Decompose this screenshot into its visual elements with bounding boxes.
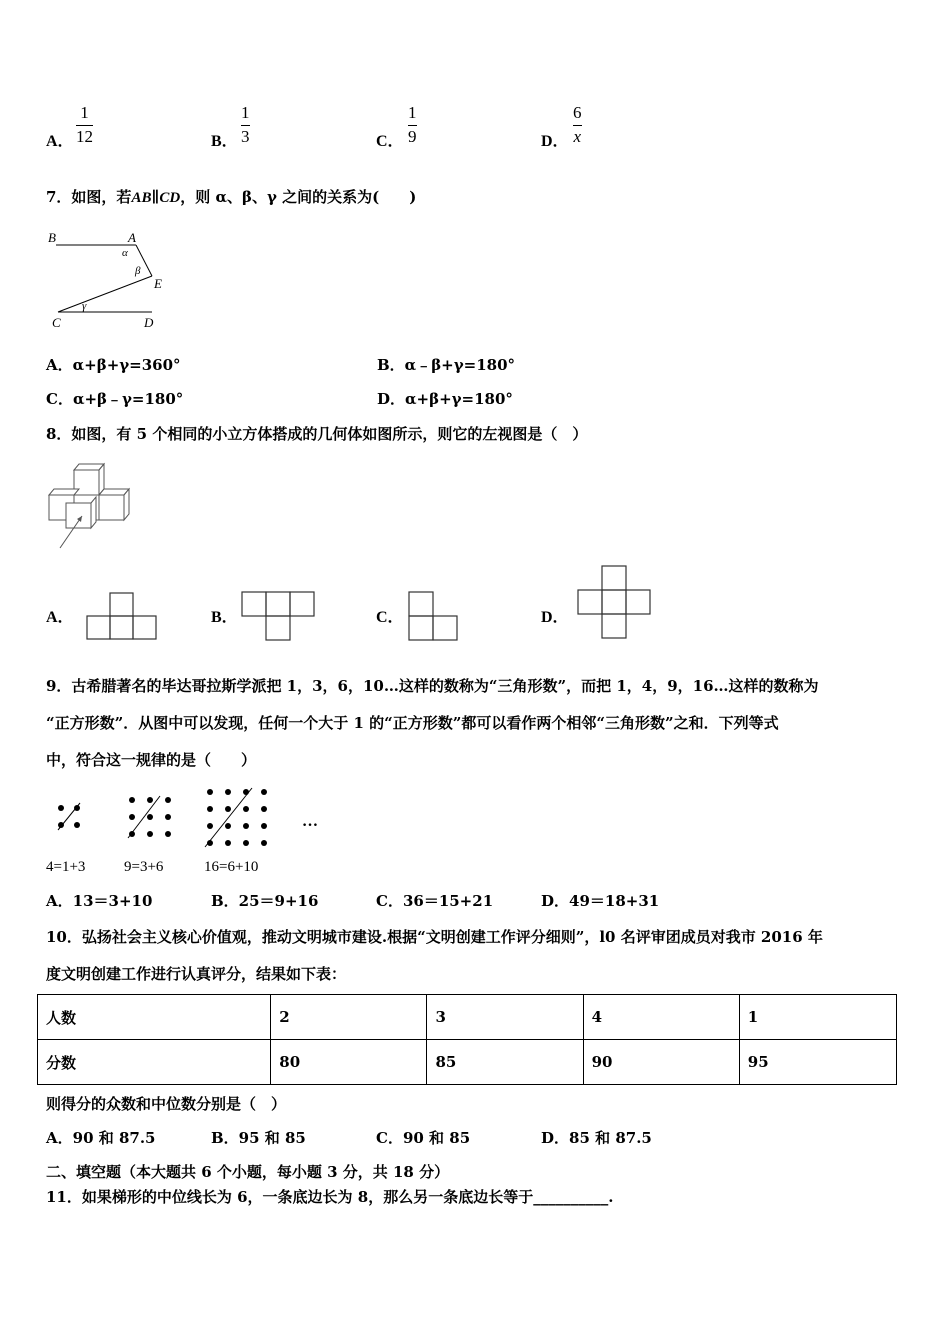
q8-option-d-letter[interactable]: D．: [541, 609, 569, 626]
q7-stem-parallel: ∥: [151, 188, 160, 206]
q8-option-d-view[interactable]: [577, 565, 653, 641]
option-letter: A．: [46, 133, 74, 150]
q9-option-b[interactable]: B．25＝9+16: [211, 892, 319, 910]
q7-option-c[interactable]: C．α+β﹣γ=180°: [46, 390, 184, 408]
label-c: C: [52, 315, 61, 330]
q9-stem-line2: “正方形数”．从图中可以发现，任何一个大于 1 的“正方形数”都可以看作两个相邻“三角形数”之和．下列等式: [46, 714, 779, 732]
fraction: [408, 104, 417, 146]
dots-2x2: [58, 803, 80, 830]
table-row: [38, 1040, 897, 1085]
table-row: [38, 995, 897, 1040]
q8-option-b-letter[interactable]: B．: [211, 609, 238, 626]
label-d: D: [144, 315, 154, 330]
q9-caption-3: 16=6+10: [204, 859, 259, 875]
q7-stem-post: ，则 α、β、γ 之间的关系为( ): [180, 188, 417, 206]
table-cell: 人数: [38, 995, 271, 1040]
q10-stem-line1: 10．弘扬社会主义核心价值观，推动文明城市建设.根据“文明创建工作评分细则”，l0 名评审团成员对我市 2016 年: [46, 928, 823, 946]
table-cell: 3: [427, 995, 583, 1040]
fraction: [573, 104, 582, 146]
dots-4x4: [205, 788, 267, 847]
label-a: A: [128, 230, 136, 245]
option-letter: B．: [211, 133, 238, 150]
q8-option-c-view[interactable]: [408, 591, 462, 641]
q7-stem: [46, 186, 416, 207]
denominator: 9: [408, 127, 417, 146]
denominator: x: [573, 127, 582, 146]
table-cell: 85: [427, 1040, 583, 1085]
q7-option-b[interactable]: B．α﹣β+γ=180°: [377, 356, 516, 374]
section-title: 二、填空题（本大题共 6 个小题，每小题 3 分，共 18 分）: [46, 1163, 450, 1181]
fraction: [76, 104, 93, 146]
q9-option-d[interactable]: D．49＝18+31: [541, 892, 660, 910]
numerator: 1: [408, 103, 417, 122]
label-b: B: [48, 230, 56, 245]
q10-option-c[interactable]: C．90 和 85: [376, 1129, 471, 1147]
q9-caption-1: 4=1+3: [46, 859, 86, 875]
q11-stem: 11．如果梯形的中位线长为 6，一条底边长为 8，那么另一条底边长等于__________.: [46, 1188, 614, 1206]
q10-question: 则得分的众数和中位数分别是（ ）: [46, 1095, 287, 1113]
option-letter: D．: [541, 133, 569, 150]
label-e: E: [154, 276, 162, 291]
fraction: [241, 104, 250, 146]
q10-option-b[interactable]: B．95 和 85: [211, 1129, 306, 1147]
q10-option-a[interactable]: A．90 和 87.5: [46, 1129, 156, 1147]
q8-option-a-letter[interactable]: A．: [46, 609, 74, 626]
q7-stem-cd: CD: [159, 190, 181, 206]
q8-solid-figure: [44, 460, 134, 552]
q9-option-a[interactable]: A．13＝3+10: [46, 892, 153, 910]
q8-option-c-letter[interactable]: C．: [376, 609, 404, 626]
q9-option-c[interactable]: C．36＝15+21: [376, 892, 494, 910]
table-cell: 4: [583, 995, 739, 1040]
q8-option-b-view[interactable]: [241, 591, 317, 641]
q10-option-d[interactable]: D．85 和 87.5: [541, 1129, 652, 1147]
table-cell: 95: [739, 1040, 896, 1085]
label-beta: β: [135, 265, 141, 277]
q9-ellipsis: …: [302, 813, 318, 830]
numerator: 1: [80, 103, 89, 122]
denominator: 3: [241, 127, 250, 146]
numerator: 6: [573, 103, 582, 122]
q9-dot-figures: [44, 786, 344, 878]
q10-score-table: [37, 994, 897, 1085]
q7-option-d[interactable]: D．α+β+γ=180°: [377, 390, 513, 408]
table-cell: 分数: [38, 1040, 271, 1085]
table-cell: 1: [739, 995, 896, 1040]
q8-stem: 8．如图，有 5 个相同的小立方体搭成的几何体如图所示，则它的左视图是（ ）: [46, 425, 588, 443]
q9-caption-2: 9=3+6: [124, 859, 164, 875]
table-cell: 2: [271, 995, 427, 1040]
q7-figure: [44, 228, 184, 333]
q8-option-a-view[interactable]: [86, 591, 160, 641]
q7-stem-ab: AB: [131, 190, 152, 206]
table-cell: 80: [271, 1040, 427, 1085]
numerator: 1: [241, 103, 250, 122]
denominator: 12: [76, 127, 93, 146]
q7-stem-pre: 7．如图，若: [46, 188, 132, 206]
q7-option-a[interactable]: A．α+β+γ=360°: [46, 356, 181, 374]
q9-stem-line1: 9．古希腊著名的毕达哥拉斯学派把 1，3，6，10…这样的数称为“三角形数”，而把 1，4，9，16…这样的数称为: [46, 677, 819, 695]
dots-3x3: [128, 796, 171, 838]
option-letter: C．: [376, 133, 404, 150]
q9-stem-line3: 中，符合这一规律的是（ ）: [46, 751, 257, 769]
label-alpha: α: [122, 247, 128, 259]
q10-stem-line2: 度文明创建工作进行认真评分，结果如下表：: [46, 965, 347, 983]
table-cell: 90: [583, 1040, 739, 1085]
label-gamma: γ: [82, 300, 87, 312]
